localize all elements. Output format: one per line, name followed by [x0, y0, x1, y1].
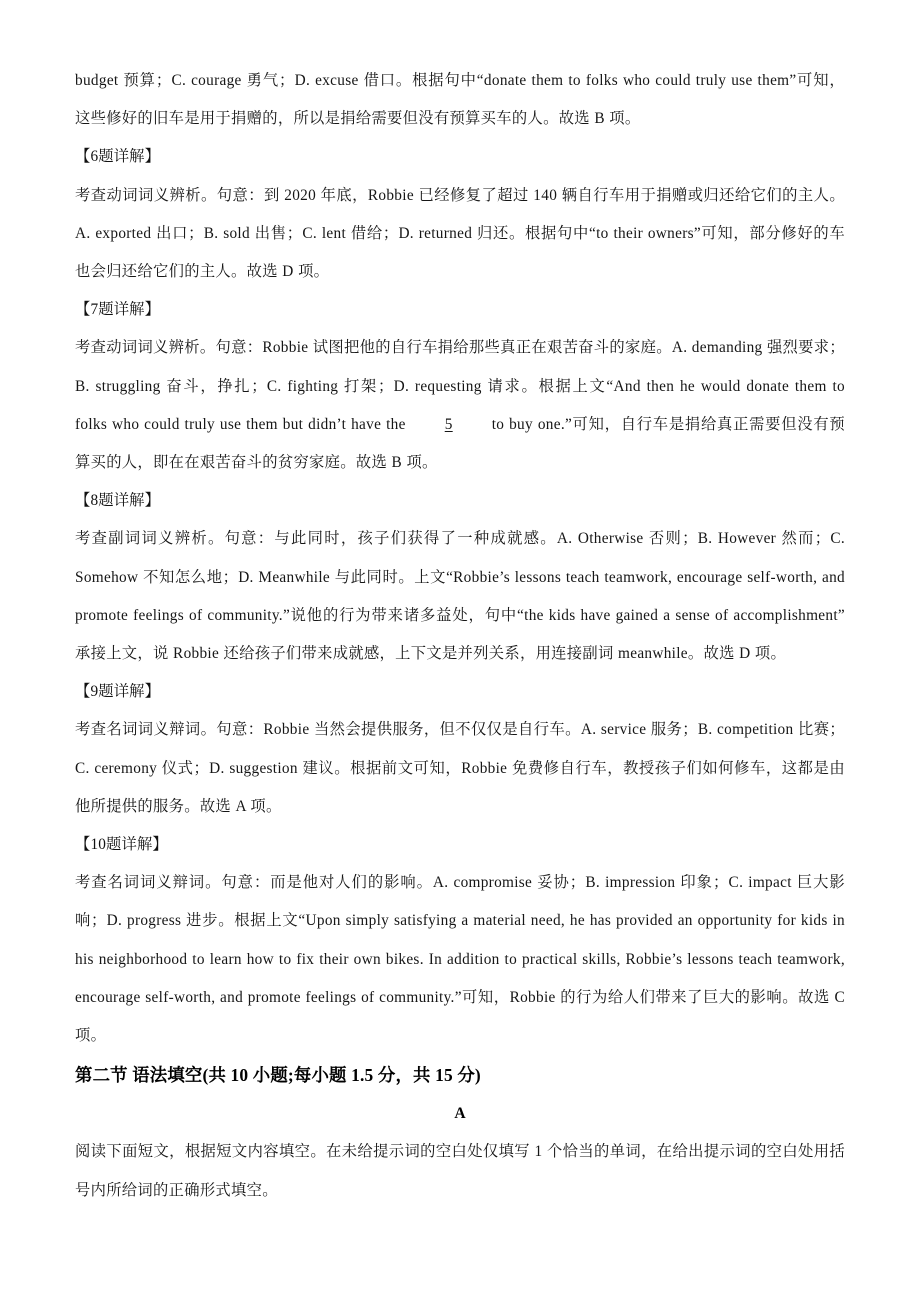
passage-label-a: A [454, 1105, 466, 1123]
explanation-heading-q9: 【9题详解】 [75, 683, 161, 701]
inline-blank-5: 5 [444, 415, 453, 433]
explanation-heading-q8: 【8题详解】 [75, 492, 161, 510]
explanation-body-q9: 考查名词词义辩词。句意：Robbie 当然会提供服务，但不仅仅是自行车。A. service 服务；B. competition 比赛；C. ceremony 仪式；D. suggestion 建议。根据前文可知，Robbie 免费修自行车，教授孩子们如何修车，这都是由他所提供的服务。故选 A 项。 [75, 721, 845, 815]
explanation-body-q7-part2: to buy one.”可知，自行车是捐给真正需要但没有预算买的人，即在在艰苦奋斗的贫穷家庭。故选 B 项。 [75, 415, 845, 472]
explanation-body-q7 [75, 329, 845, 482]
explanation-body-q6: 考查动词词义辨析。句意：到 2020 年底，Robbie 已经修复了超过 140 辆自行车用于捐赠或归还给它们的主人。A. exported 出口；B. sold 出售；C. lent 借给；D. returned 归还。根据句中“to their owners”可知，部分修好的车也会归还给它们的主人。故选 D 项。 [75, 186, 845, 281]
explanation-heading-q10: 【10题详解】 [75, 836, 168, 854]
explanation-q5-continuation: budget 预算；C. courage 勇气；D. excuse 借口。根据句中“donate them to folks who could truly use them”可知，这些修好的旧车是用于捐赠的，所以是捐给需要但没有预算买车的人。故选 B 项。 [75, 72, 845, 128]
page-content [75, 62, 845, 1210]
section-two-heading: 第二节 语法填空(共 10 小题;每小题 1.5 分，共 15 分) [75, 1065, 481, 1086]
explanation-heading-q6: 【6题详解】 [75, 148, 161, 166]
passage-instructions: 阅读下面短文，根据短文内容填空。在未给提示词的空白处仅填写 1 个恰当的单词，在给出提示词的空白处用括号内所给词的正确形式填空。 [75, 1143, 845, 1199]
explanation-body-q8: 考查副词词义辨析。句意：与此同时，孩子们获得了一种成就感。A. Otherwise 否则；B. However 然而；C. Somehow 不知怎么地；D. Meanwhile 与此同时。上文“Robbie’s lessons teach teamwork, encourage self-worth, and promote feelings of community.”说他的行为带来诸多益处，句中“the kids have gained a sense of accomplishment”承接上文，说 Robbie 还给孩子们带来成就感，上下文是并列关系，用连接副词 meanwhile。故选 D 项。 [75, 530, 845, 663]
explanation-heading-q7: 【7题详解】 [75, 301, 161, 319]
explanation-body-q7-part1: 考查动词词义辨析。句意：Robbie 试图把他的自行车捐给那些真正在艰苦奋斗的家庭。A. demanding 强烈要求；B. struggling 奋斗，挣扎；C. fighting 打架；D. requesting 请求。根据上文“And then he would donate them to folks who could truly use them but didn’t have the [75, 339, 845, 433]
explanation-body-q10: 考查名词词义辩词。句意：而是他对人们的影响。A. compromise 妥协；B. impression 印象；C. impact 巨大影响；D. progress 进步。根据上文“Upon simply satisfying a material need, he has provided an opportunity for kids in his neighborhood to learn how to fix their own bikes. In addition to practical skills, Robbie’s lessons teach teamwork, encourage self-worth, and promote feelings of community.”可知，Robbie 的行为给人们带来了巨大的影响。故选 C 项。 [75, 874, 845, 1045]
